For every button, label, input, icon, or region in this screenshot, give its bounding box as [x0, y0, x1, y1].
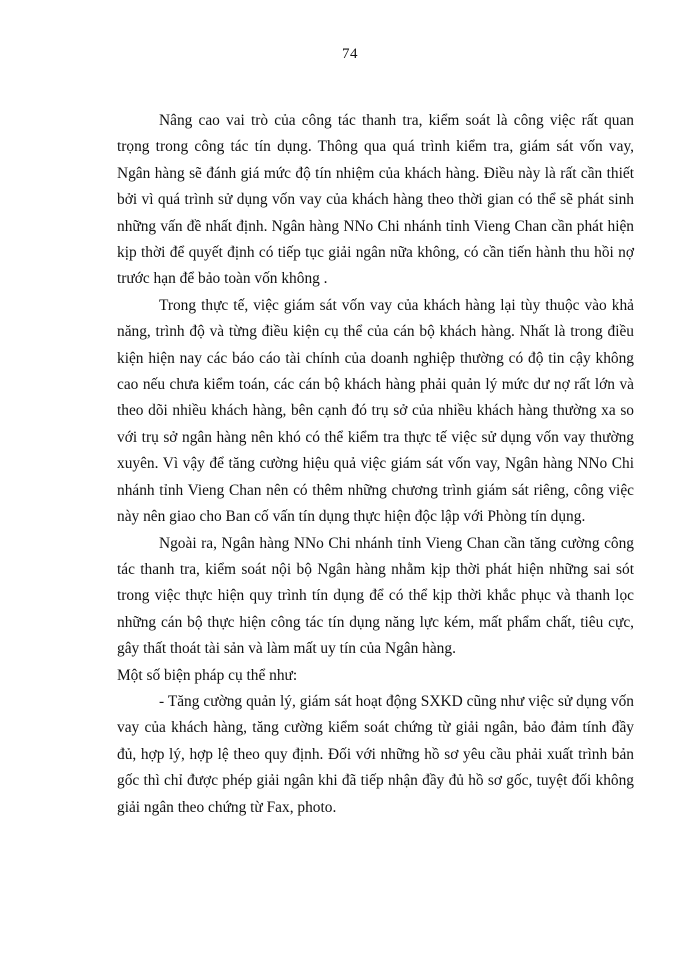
paragraph-measure-item: - Tăng cường quản lý, giám sát hoạt động SXKD cũng như việc sử dụng vốn vay của khách hàng, tăng cường kiểm soát chứng từ giải ngân, bảo đảm tính đầy đủ, hợp lý, hợp lệ theo quy định. Đối với những hồ sơ yêu cầu phải xuất trình bản gốc thì chỉ được phép giải ngân khi đã tiếp nhận đầy đủ hồ sơ gốc, tuyệt đối không giải ngân theo chứng từ Fax, photo.	[117, 692, 634, 816]
paragraph-measures-intro: Một số biện pháp cụ thể như:	[117, 666, 298, 684]
paragraph-internal-control: Ngoài ra, Ngân hàng NNo Chi nhánh tỉnh Vieng Chan cần tăng cường công tác thanh tra, kiểm soát nội bộ Ngân hàng nhằm kịp thời phát hiện những sai sót trong việc thực hiện quy trình tín dụng để có thể kịp thời khắc phục và thanh lọc những cán bộ thực hiện công tác tín dụng năng lực kém, mất phẩm chất, tiêu cực, gây thất thoát tài sản và làm mất uy tín của Ngân hàng.	[117, 534, 634, 658]
document-body	[117, 108, 634, 821]
paragraph-loan-supervision: Trong thực tế, việc giám sát vốn vay của khách hàng lại tùy thuộc vào khả năng, trình độ và từng điều kiện cụ thể của cán bộ khách hàng. Nhất là trong điều kiện hiện nay các báo cáo tài chính của doanh nghiệp thường có độ tin cậy không cao nếu chưa kiểm toán, các cán bộ khách hàng phải quản lý mức dư nợ rất lớn và theo dõi nhiều khách hàng, bên cạnh đó trụ sở của nhiều khách hàng thường xa so với trụ sở ngân hàng nên khó có thể kiểm tra thực tế việc sử dụng vốn vay thường xuyên. Vì vậy để tăng cường hiệu quả việc giám sát vốn vay, Ngân hàng NNo Chi nhánh tỉnh Vieng Chan nên có thêm những chương trình giám sát riêng, công việc này nên giao cho Ban cố vấn tín dụng thực hiện độc lập với Phòng tín dụng.	[117, 296, 634, 526]
paragraph-inspection-role: Nâng cao vai trò của công tác thanh tra, kiểm soát là công việc rất quan trọng trong công tác tín dụng. Thông qua quá trình kiểm tra, giám sát vốn vay, Ngân hàng sẽ đánh giá mức độ tín nhiệm của khách hàng. Điều này là rất cần thiết bởi vì quá trình sử dụng vốn vay của khách hàng theo thời gian có thể sẽ phát sinh những vấn đề nhất định. Ngân hàng NNo Chi nhánh tỉnh Vieng Chan cần phát hiện kịp thời để quyết định có tiếp tục giải ngân nữa không, có cần tiến hành thu hồi nợ trước hạn để bảo toàn vốn không .	[117, 112, 634, 288]
page-number: 74	[342, 46, 358, 62]
